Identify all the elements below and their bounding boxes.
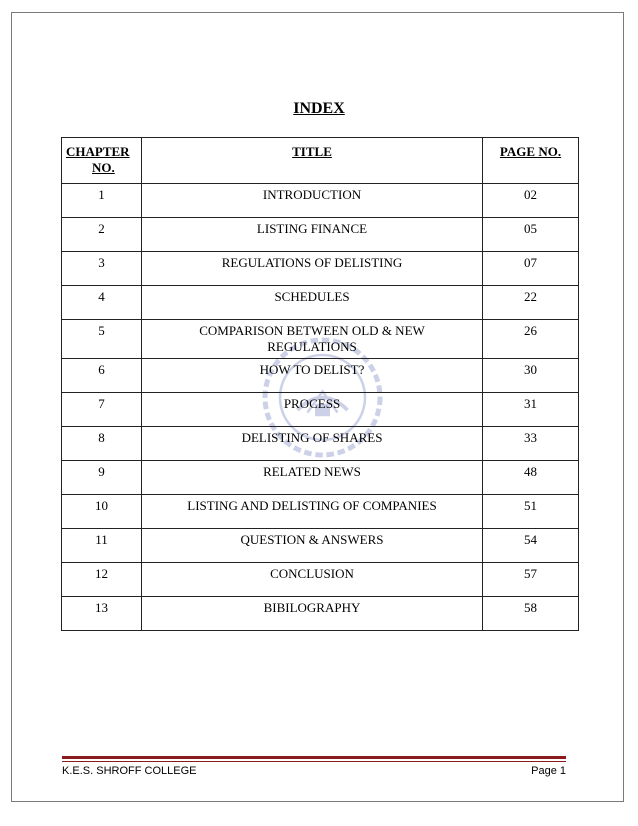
cell-chapter: 9	[62, 461, 142, 495]
cell-title: LISTING FINANCE	[142, 218, 483, 252]
cell-page: 57	[483, 563, 579, 597]
cell-title: DELISTING OF SHARES	[142, 427, 483, 461]
cell-chapter: 6	[62, 359, 142, 393]
header-chapter-line1: CHAPTER	[66, 144, 130, 159]
cell-chapter: 10	[62, 495, 142, 529]
table-row	[62, 359, 579, 393]
cell-title: CONCLUSION	[142, 563, 483, 597]
table-body	[62, 184, 579, 631]
cell-page: 05	[483, 218, 579, 252]
cell-page: 51	[483, 495, 579, 529]
header-title: TITLE	[142, 138, 483, 184]
cell-chapter: 7	[62, 393, 142, 427]
index-table	[61, 137, 579, 631]
table-row	[62, 320, 579, 359]
table-row	[62, 529, 579, 563]
table-row	[62, 597, 579, 631]
cell-title: RELATED NEWS	[142, 461, 483, 495]
cell-title: QUESTION & ANSWERS	[142, 529, 483, 563]
footer-college-name: K.E.S. SHROFF COLLEGE	[62, 765, 197, 777]
table-row	[62, 563, 579, 597]
cell-title: HOW TO DELIST?	[142, 359, 483, 393]
cell-page: 48	[483, 461, 579, 495]
cell-page: 31	[483, 393, 579, 427]
cell-chapter: 3	[62, 252, 142, 286]
cell-page: 02	[483, 184, 579, 218]
cell-page: 58	[483, 597, 579, 631]
header-page: PAGE NO.	[483, 138, 579, 184]
footer-rule-thick	[62, 756, 566, 759]
cell-chapter: 5	[62, 320, 142, 359]
cell-chapter: 1	[62, 184, 142, 218]
cell-title: SCHEDULES	[142, 286, 483, 320]
cell-title: BIBILOGRAPHY	[142, 597, 483, 631]
cell-chapter: 2	[62, 218, 142, 252]
index-heading: INDEX	[293, 100, 345, 117]
cell-chapter: 13	[62, 597, 142, 631]
header-chapter-line2: NO.	[92, 160, 115, 175]
table-row	[62, 495, 579, 529]
table-row	[62, 218, 579, 252]
table-row	[62, 427, 579, 461]
cell-title: LISTING AND DELISTING OF COMPANIES	[142, 495, 483, 529]
table-row	[62, 393, 579, 427]
cell-page: 54	[483, 529, 579, 563]
cell-chapter: 11	[62, 529, 142, 563]
cell-page: 22	[483, 286, 579, 320]
cell-chapter: 8	[62, 427, 142, 461]
table-row	[62, 252, 579, 286]
table-row	[62, 461, 579, 495]
table-header-row	[62, 138, 579, 184]
cell-chapter: 12	[62, 563, 142, 597]
cell-chapter: 4	[62, 286, 142, 320]
cell-title: INTRODUCTION	[142, 184, 483, 218]
cell-page: 07	[483, 252, 579, 286]
cell-title: COMPARISON BETWEEN OLD & NEW REGULATIONS	[142, 320, 483, 359]
footer-rule-thin	[62, 761, 566, 762]
table-row	[62, 286, 579, 320]
table-row	[62, 184, 579, 218]
cell-page: 30	[483, 359, 579, 393]
cell-page: 26	[483, 320, 579, 359]
cell-page: 33	[483, 427, 579, 461]
cell-title: REGULATIONS OF DELISTING	[142, 252, 483, 286]
cell-title: PROCESS	[142, 393, 483, 427]
header-chapter	[62, 138, 142, 184]
footer-page-number: Page 1	[531, 765, 566, 777]
